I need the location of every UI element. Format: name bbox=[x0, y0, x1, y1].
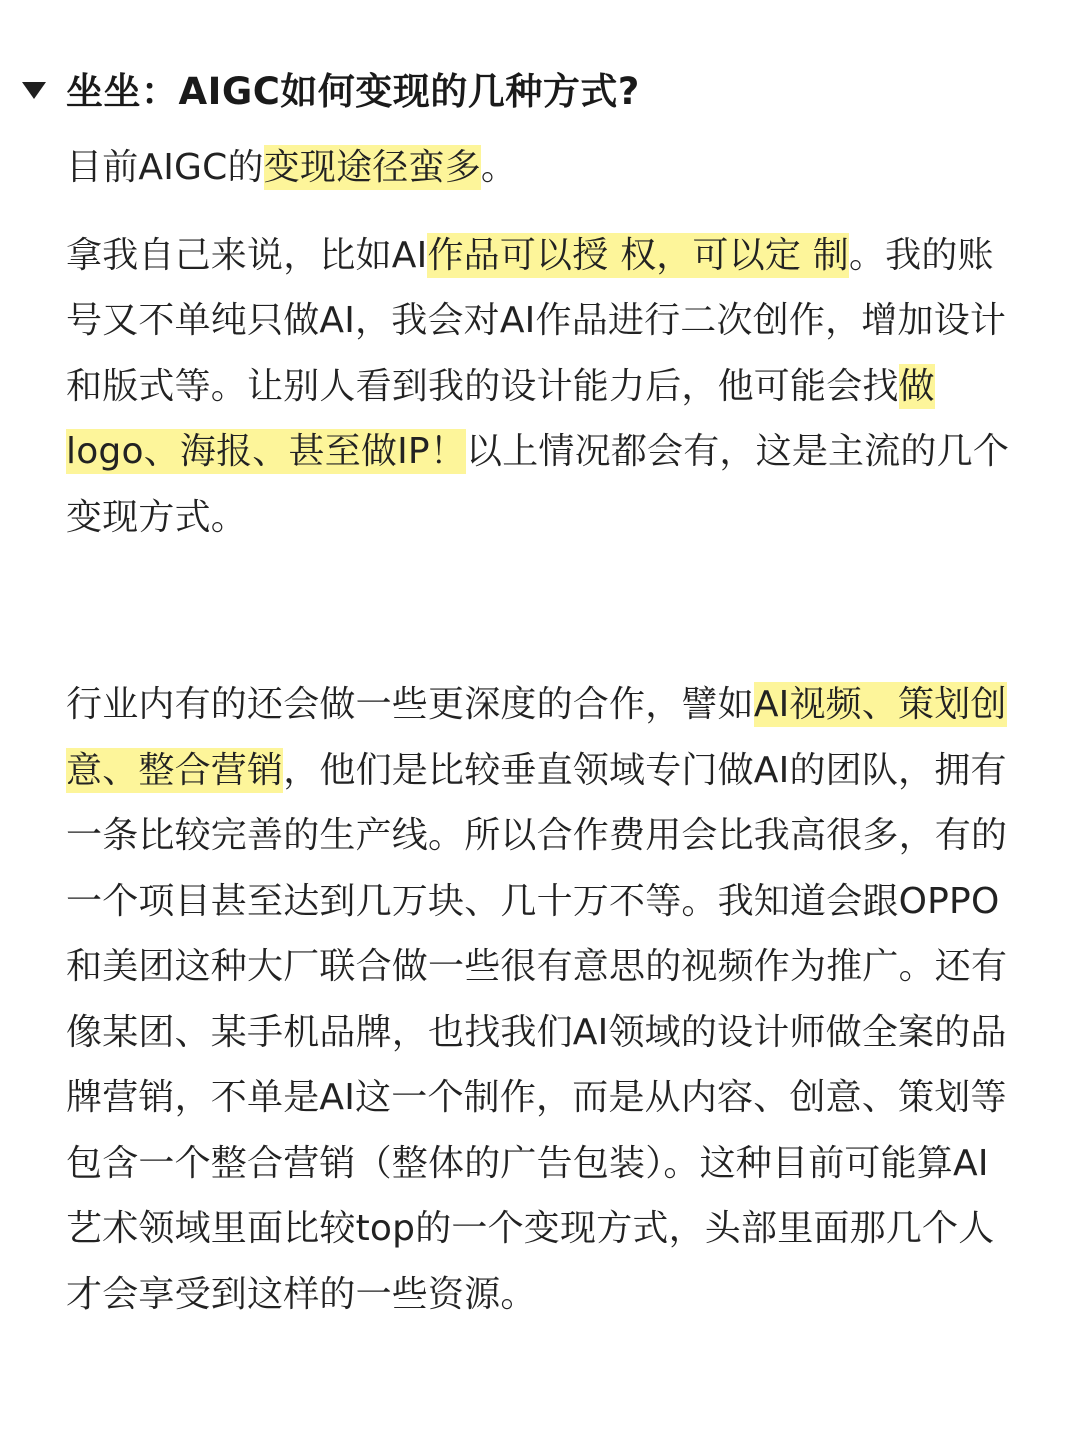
text-run: 行业内有的还会做一些更深度的合作，譬如 bbox=[66, 684, 754, 725]
toggle-heading: 坐坐：AIGC如何变现的几种方式? bbox=[66, 70, 640, 113]
empty-block bbox=[66, 550, 1016, 672]
highlight-run: 作品可以授 权，可以定 制 bbox=[427, 234, 849, 276]
caret-down-icon[interactable] bbox=[22, 82, 46, 99]
text-run: 目前AIGC的 bbox=[66, 147, 264, 188]
paragraph-1 bbox=[66, 135, 1016, 201]
highlight-run: AI视频、策划创意、整合营销 bbox=[66, 684, 1007, 791]
text-run: 。 bbox=[480, 147, 518, 188]
text-run: ，他们是比较垂直领域专门做AI的团队，拥有一条比较完善的生产线。所以合作费用会比我高很多，有的一个项目甚至达到几万块、几十万不等。我知道会跟OPPO和美团这种大厂联合做一些很有意思的视频作为推广。还有像某团、某手机品牌，也找我们AI领域的设计师做全案的品牌营销，不单是AI这一个制作，而是从内容、创意、策划等包含一个整合营销（整体的广告包装）。这种目前可能算AI艺术领域里面比较top的一个变现方式，头部里面那几个人才会享受到这样的一些资源。 bbox=[66, 749, 1008, 1315]
text-run: 拿我自己来说，比如AI bbox=[66, 234, 428, 276]
toggle-content bbox=[66, 135, 1016, 1327]
text-run: 。我的账 号又不单纯只做AI，我会对AI作品进行二次创作，增加设计和版式等。让别人看到我的设计能力后，他可能会找 bbox=[66, 234, 1007, 407]
highlight-run: 做logo、海报、甚至做IP！ bbox=[66, 365, 935, 472]
highlight-run: 变现途径蛮多 bbox=[263, 147, 481, 188]
toggle-block-header[interactable] bbox=[22, 58, 1052, 118]
paragraph-2 bbox=[66, 223, 1016, 551]
text-run: 以上情况都会有，这是主流的几个变现方式。 bbox=[66, 431, 1010, 538]
paragraph-3 bbox=[66, 672, 1016, 1327]
